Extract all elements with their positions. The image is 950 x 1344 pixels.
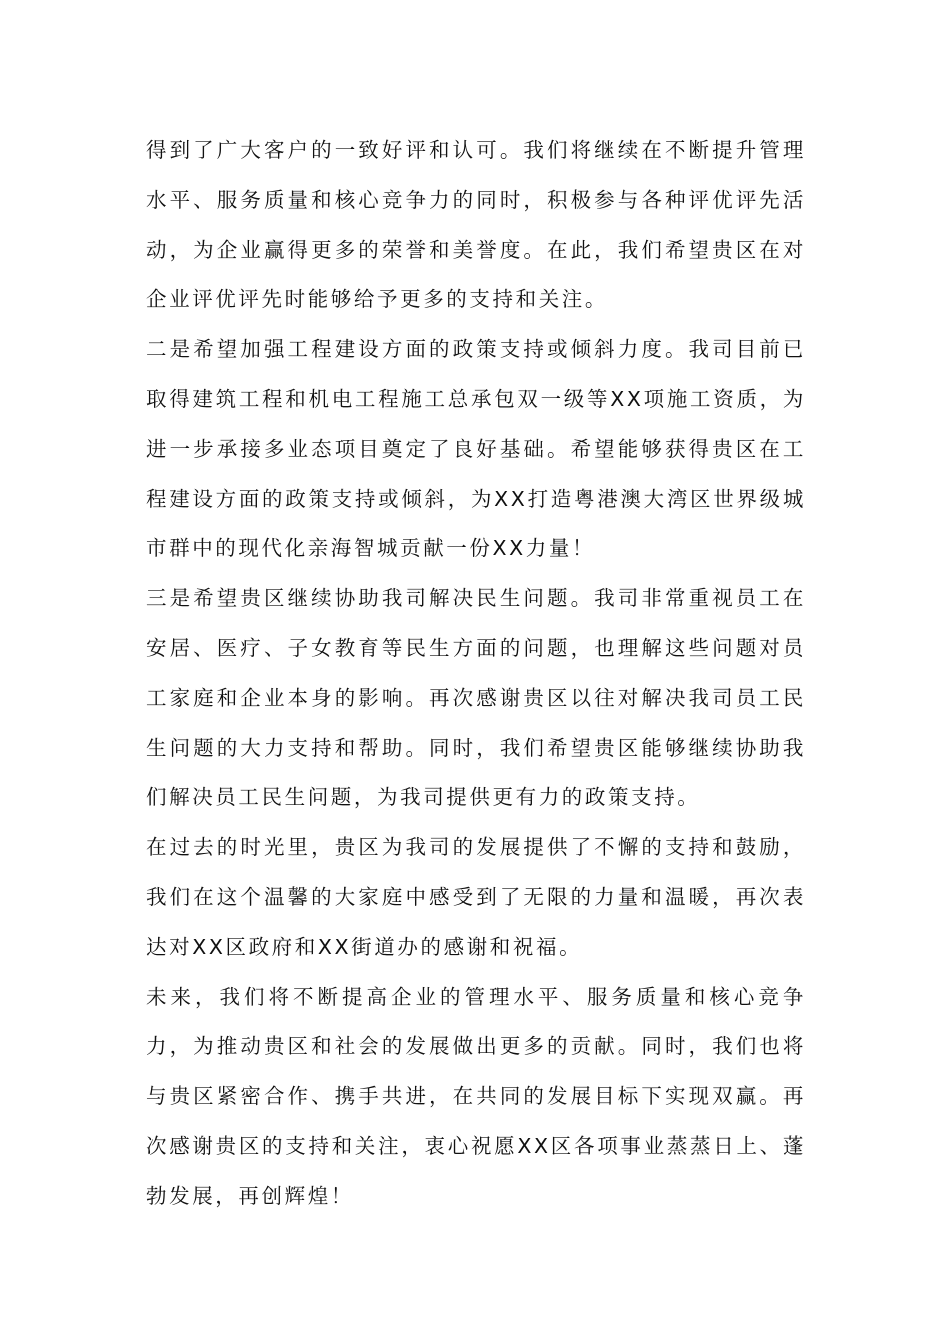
paragraph-future-outlook: 未来，我们将不断提高企业的管理水平、服务质量和核心竞争力，为推动贵区和社会的发展做出更多的贡献。同时，我们也将与贵区紧密合作、携手共进，在共同的发展目标下实现双赢。再次感谢贵区的支持和关注，衷心祝愿XX区各项事业蒸蒸日上、蓬勃发展，再创辉煌！: [146, 984, 806, 1208]
document-body: [146, 126, 806, 1222]
paragraph-gratitude: 在过去的时光里，贵区为我司的发展提供了不懈的支持和鼓励，我们在这个温馨的大家庭中感受到了无限的力量和温暖，再次表达对XX区政府和XX街道办的感谢和祝福。: [146, 835, 806, 959]
paragraph-construction-policy: 二是希望加强工程建设方面的政策支持或倾斜力度。我司目前已取得建筑工程和机电工程施工总承包双一级等XX项施工资质，为进一步承接多业态项目奠定了良好基础。希望能够获得贵区在工程建设方面的政策支持或倾斜，为XX打造粤港澳大湾区世界级城市群中的现代化亲海智城贡献一份XX力量！: [146, 337, 806, 561]
paragraph-customer-recognition: 得到了广大客户的一致好评和认可。我们将继续在不断提升管理水平、服务质量和核心竞争力的同时，积极参与各种评优评先活动，为企业赢得更多的荣誉和美誉度。在此，我们希望贵区在对企业评优评先时能够给予更多的支持和关注。: [146, 138, 806, 312]
paragraph-livelihood-issues: 三是希望贵区继续协助我司解决民生问题。我司非常重视员工在安居、医疗、子女教育等民生方面的问题，也理解这些问题对员工家庭和企业本身的影响。再次感谢贵区以往对解决我司员工民生问题的大力支持和帮助。同时，我们希望贵区能够继续协助我们解决员工民生问题，为我司提供更有力的政策支持。: [146, 586, 806, 810]
